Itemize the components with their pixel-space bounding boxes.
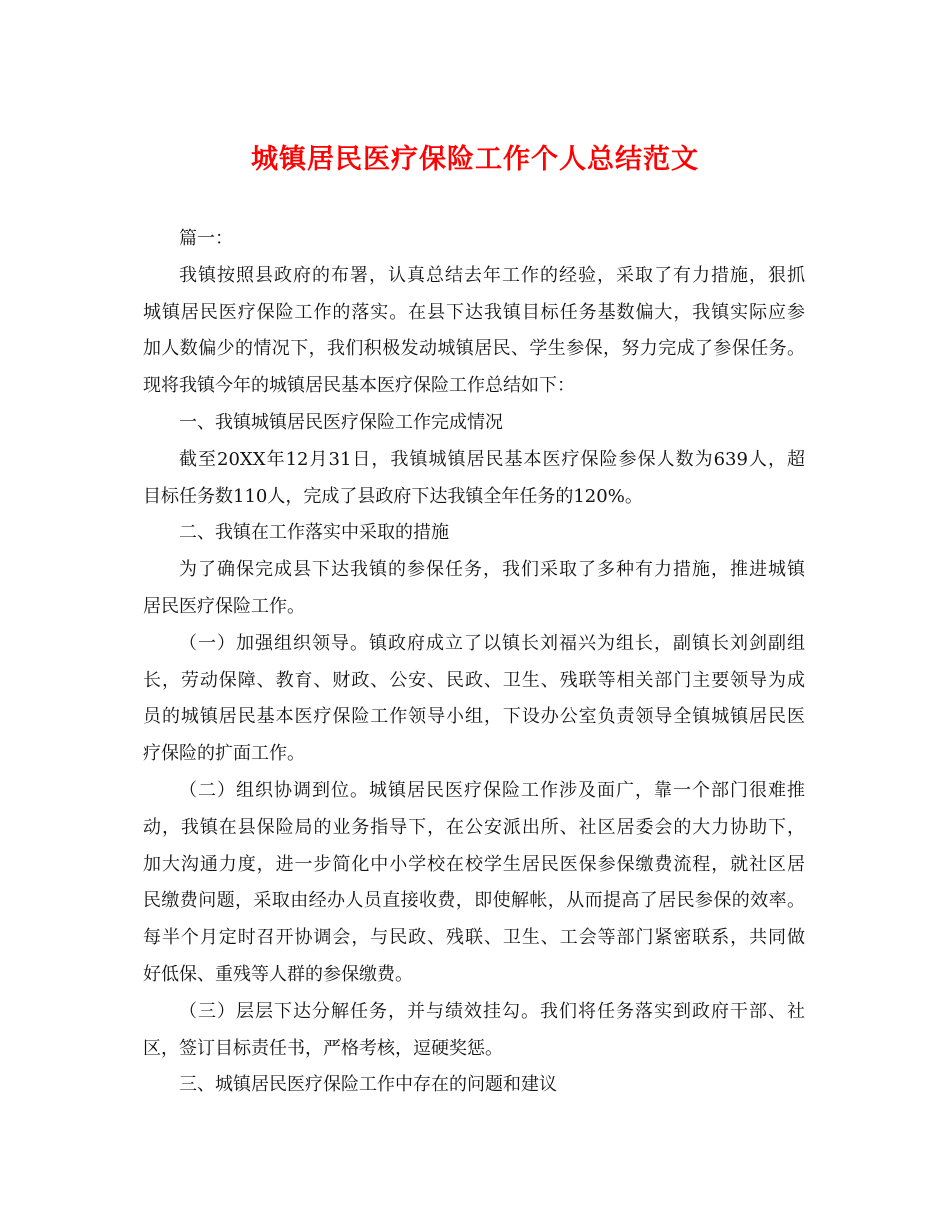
paragraph-line: 员的城镇居民基本医疗保险工作领导小组，下设办公室负责领导全镇城镇居民医: [143, 706, 805, 728]
paragraph-line: 篇一：: [179, 228, 233, 249]
paragraph-line: 区，签订目标责任书，严格考核，逗硬奖惩。: [143, 1037, 503, 1059]
paragraph-line: （一）加强组织领导。镇政府成立了以镇长刘福兴为组长，副镇长刘剑副组: [179, 632, 805, 654]
section-heading: 三、城镇居民医疗保险工作中存在的问题和建议: [179, 1074, 557, 1096]
paragraph-line: （三）层层下达分解任务，并与绩效挂勾。我们将任务落实到政府干部、社: [179, 1000, 805, 1022]
paragraph-line: 疗保险的扩面工作。: [143, 743, 305, 765]
paragraph-line: 现将我镇今年的城镇居民基本医疗保险工作总结如下：: [143, 375, 575, 397]
paragraph-line: 目标任务数110人，完成了县政府下达我镇全年任务的120%。: [143, 485, 643, 507]
paragraph-line: 长，劳动保障、教育、财政、公安、民政、卫生、残联等相关部门主要领导为成: [143, 669, 805, 691]
document-body: [143, 221, 805, 1104]
paragraph-line: 动，我镇在县保险局的业务指导下，在公安派出所、社区居委会的大力协助下，: [143, 816, 805, 838]
paragraph-line: 加大沟通力度，进一步简化中小学校在校学生居民医保参保缴费流程，就社区居: [143, 853, 805, 875]
paragraph-line: 城镇居民医疗保险工作的落实。在县下达我镇目标任务基数偏大，我镇实际应参: [143, 301, 805, 323]
paragraph-line: （二）组织协调到位。城镇居民医疗保险工作涉及面广，靠一个部门很难推: [179, 779, 805, 801]
paragraph-line: 为了确保完成县下达我镇的参保任务，我们采取了多种有力措施，推进城镇: [179, 559, 805, 581]
paragraph-line: 截至20XX年12月31日，我镇城镇居民基本医疗保险参保人数为639人，超: [179, 448, 805, 470]
paragraph-line: 居民医疗保险工作。: [143, 595, 305, 617]
section-heading: 二、我镇在工作落实中采取的措施: [179, 522, 449, 544]
paragraph-line: 每半个月定时召开协调会，与民政、残联、卫生、工会等部门紧密联系，共同做: [143, 927, 805, 949]
paragraph-line: 民缴费问题，采取由经办人员直接收费，即使解帐，从而提高了居民参保的效率。: [143, 890, 805, 912]
section-heading: 一、我镇城镇居民医疗保险工作完成情况: [179, 411, 503, 433]
paragraph-line: 好低保、重残等人群的参保缴费。: [143, 963, 413, 985]
paragraph-line: 加人数偏少的情况下，我们积极发动城镇居民、学生参保，努力完成了参保任务。: [143, 338, 805, 360]
document-title: 城镇居民医疗保险工作个人总结范文: [251, 144, 699, 175]
paragraph-line: 我镇按照县政府的布署，认真总结去年工作的经验，采取了有力措施，狠抓: [179, 264, 805, 286]
